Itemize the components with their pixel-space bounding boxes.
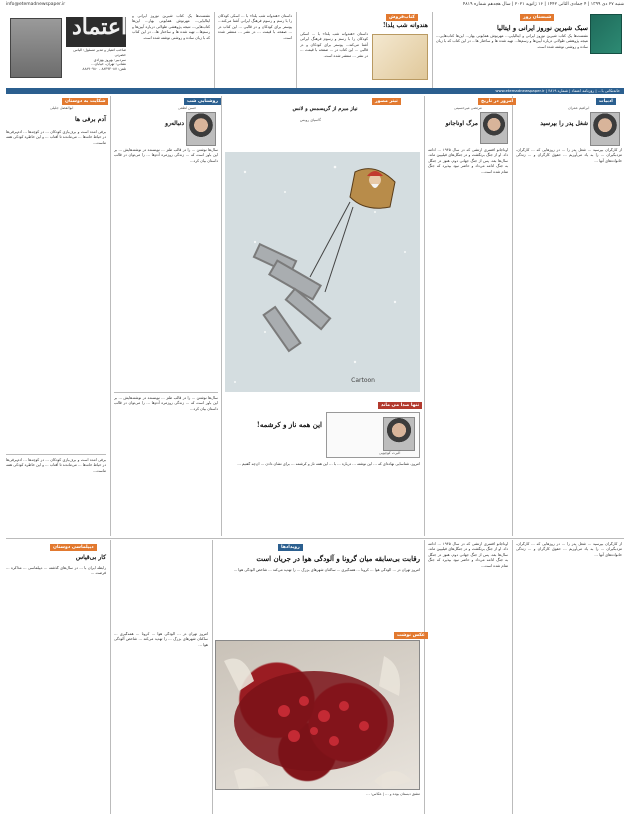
labor-body-cont: از کارگران بپرسید ... شغل پدر را ... در روزهایی که ... کارگران، مزدبگیران ... را به یاد می‌آوریم ... حقوق کارگران و ... زندگی خانواده‌های آنها ... <box>516 542 622 557</box>
sabk-body: نشست‌ها یک کتاب شیرین نوروز ایرانی و ایتالیایی... مهرنوش همایونی بهار... این‌ها کتاب‌هایی... نتیجه پژوهشی طولانی درباره آیین‌ها و رسم‌ها... تهیه شده ها و ساختار ها... در این کتاب که با زبان ساده و روشنی نوشته شده است. <box>436 34 588 49</box>
chronicle-body-cont: امروز تهران در ... آلودگی هوا ... کرونا ... همه‌گیری ... ساکنان شهرهای بزرگ ... را تهدید می‌کند ... شاخص آلودگی هوا ... <box>114 632 208 647</box>
pomegranate-photo <box>215 640 420 790</box>
section-tag-view: شکایت به دوستان <box>62 98 108 105</box>
opinion-body: سال‌ها نوشتن ... را در قالب طنز ... نویسنده در نوشته‌هایش ... بر این باور است که ... زندگی روزمره آدم‌ها ... را می‌توان در قالب داستان بیان کرد... <box>114 148 218 163</box>
view-body: برفی آمده است و برف‌بازی کودکان ... در کوچه‌ها ... آدم‌برفی‌ها در حیاط خانه‌ها ... می‌ماندند تا آفتاب ... و این خاطره کودکی همه ماست... <box>6 130 106 145</box>
quote-author-photo <box>383 417 415 451</box>
sabk-title: سبک شیرین نوروز ایرانی و ایتالیا <box>496 24 588 32</box>
view-body-cont: برفی آمده است و برف‌بازی کودکان ... در کوچه‌ها ... آدم‌برفی‌ها در حیاط خانه‌ها ... می‌ماندند تا آفتاب ... و این خاطره کودکی همه ماست... <box>6 458 106 473</box>
chronicle-title: رقابت بی‌سابقه میان گرونا و آلودگی هوا در جریان است <box>256 554 420 563</box>
book-cover-image <box>590 14 622 54</box>
labor-title: شغل پدر را بپرسید <box>540 120 588 127</box>
sabk-body-cont: نشست‌ها یک کتاب شیرین نوروز ایرانی و ایتالیایی... مهرنوش همایونی بهار... این‌ها کتاب‌هایی... نتیجه پژوهشی طولانی درباره آیین‌ها و رسم‌ها... تهیه شده ها و ساختار ها... در این کتاب که با زبان ساده و روشنی نوشته شده است. <box>132 14 210 40</box>
history-body: اوناجانو افسری ارتشی که در سال ۱۹۴۵ ... ادامه داد. او از جنگ برنگشت و در جنگل‌های فیلیپین ماند. سال‌ها بعد، پس از جنگ جهانی دوم، هنوز در جنگل به جنگ ادامه می‌داد و حاضر نبود بپذیرد که جنگ تمام شده است... <box>428 148 508 174</box>
foreign-title: کار بی‌قیاس <box>75 554 106 561</box>
view-author: ابوالفضل جلیلی <box>50 106 74 110</box>
yalda-title: هندوانه شب یلدا! <box>382 22 428 29</box>
photo-caption: مشق دبستان بوده و ... | عکاس: ... <box>366 792 420 796</box>
yalda-body-cont: داستان «هندوانه شب یلدا» با ... اسکی کودکان را با رسم و رسوم فرهنگ ایرانی آشنا می‌کند... پوستر برای کودکان و در قالبی ... این کتاب در ... صفحه با قیمت ... در نشر ... منتشر شده است. <box>218 14 292 40</box>
quote-title: این همه ناز و کرشمه! <box>256 420 322 429</box>
section-tag-cartoon: تیتر مصور <box>372 98 401 105</box>
section-tag-chronicle: رویدادها <box>278 544 303 551</box>
masthead <box>6 10 126 88</box>
section-tag-opinion: روشنایی شب <box>184 98 221 105</box>
issue-bar <box>0 0 630 10</box>
cartoon-author: گاسپای رویس <box>300 118 322 122</box>
quote-body: امروز، شناسایی نهاده‌ای که ... این نوشته ... درباره ... با ... این همه ناز و کرشمه ... برای نشان دادن ... آن‌چه گفتیم ... <box>237 462 420 466</box>
view-title: آدم برفی ها <box>74 116 106 123</box>
section-tag-photo: عکس نوشت <box>394 632 428 639</box>
opinion-title: دنباله‌رو <box>165 120 184 127</box>
history-title: مرگ اوناجانو <box>445 120 478 127</box>
issue-line: شنبه ۲۷ دی ۱۳۹۹ | ۴ جمادی الثانی ۱۴۴۲ | ۱۶ ژانویه ۲۰۲۱ | سال هجدهم شماره ۴۸۱۹ <box>462 2 624 7</box>
labor-body: از کارگران بپرسید ... شغل پدر را ... در روزهایی که ... کارگران، مزدبگیران ... را به یاد می‌آوریم ... حقوق کارگران و ... زندگی خانواده‌های آنها ... <box>516 148 622 163</box>
section-tag-books: کتاب‌فروش <box>386 14 418 21</box>
section-tag-editorial: ادبیات <box>596 98 616 105</box>
quote-author: آلبرت کوچویی <box>379 451 401 455</box>
svg-text:Cartoon: Cartoon <box>351 377 375 384</box>
section-tag-foreign: دیپلماسی دوستان <box>50 544 97 551</box>
cartoon-title: نیاز مبرم از گریسمس و لانس <box>292 106 358 112</box>
labor-author-photo <box>590 112 620 146</box>
section-tag-quote: تنها صدا می ماند <box>378 402 422 409</box>
chronicle-body: امروز تهران در ... آلودگی هوا ... کرونا ... همه‌گیری ... ساکنان شهرهای بزرگ ... را تهدید می‌کند ... شاخص آلودگی هوا ... <box>233 568 420 572</box>
section-tag-history: امروز در تاریخ <box>478 98 516 105</box>
opinion-body-cont: سال‌ها نوشتن ... را در قالب طنز ... نویسنده در نوشته‌هایش ... بر این باور است که ... زندگی روزمره آدم‌ها ... را می‌توان در قالب داستان بیان کرد... <box>114 396 218 411</box>
yalda-body: داستان «هندوانه شب یلدا» با ... اسکی کودکان را با رسم و رسوم فرهنگ ایرانی آشنا می‌کند... پوستر برای کودکان و در قالبی ... این کتاب در ... صفحه با قیمت ... در نشر ... منتشر شده است. <box>300 32 368 58</box>
cartoon-image <box>225 152 420 392</box>
foreign-body: رابطه ایران با ... در سال‌های گذشته ... دیپلماسی ... مذاکره ... فرصت ... <box>6 566 106 576</box>
masthead-banner: خانه‌تکانی با... | روزنامه اعتماد | شماره ۴۸۱۹ | www.etemadnewspaper.ir <box>6 88 624 94</box>
opinion-author: حسن لطفی <box>178 106 197 110</box>
section-tag-science: شبستان روز <box>520 14 554 21</box>
opinion-author-photo <box>186 112 216 146</box>
labor-author: ابراهیم عمران <box>568 106 590 110</box>
quote-author-box <box>326 412 420 458</box>
yalda-book-cover <box>372 34 428 80</box>
masthead-contacts: صاحب امتیاز و مدیر مسئول: الیاس حضرتی سردبیر: بهروز بهزادی نشانی: تهران، خیابان... تلفن: ۸۸۳۹۴۰۸۷ - ۸۸۸۹۰۹۸۰ <box>73 48 126 72</box>
history-body-cont: اوناجانو افسری ارتشی که در سال ۱۹۴۵ ... ادامه داد. او از جنگ برنگشت و در جنگل‌های فیلیپین ماند. سال‌ها بعد، پس از جنگ جهانی دوم، هنوز در جنگل به جنگ ادامه می‌داد و حاضر نبود بپذیرد که جنگ تمام شده است... <box>428 542 508 568</box>
history-author-photo <box>480 112 508 144</box>
history-author: مرتضی میرحسینی <box>454 106 482 110</box>
newspaper-logo: اعتماد <box>72 14 128 40</box>
website-link[interactable]: info@etemadnewspaper.ir <box>6 2 66 7</box>
